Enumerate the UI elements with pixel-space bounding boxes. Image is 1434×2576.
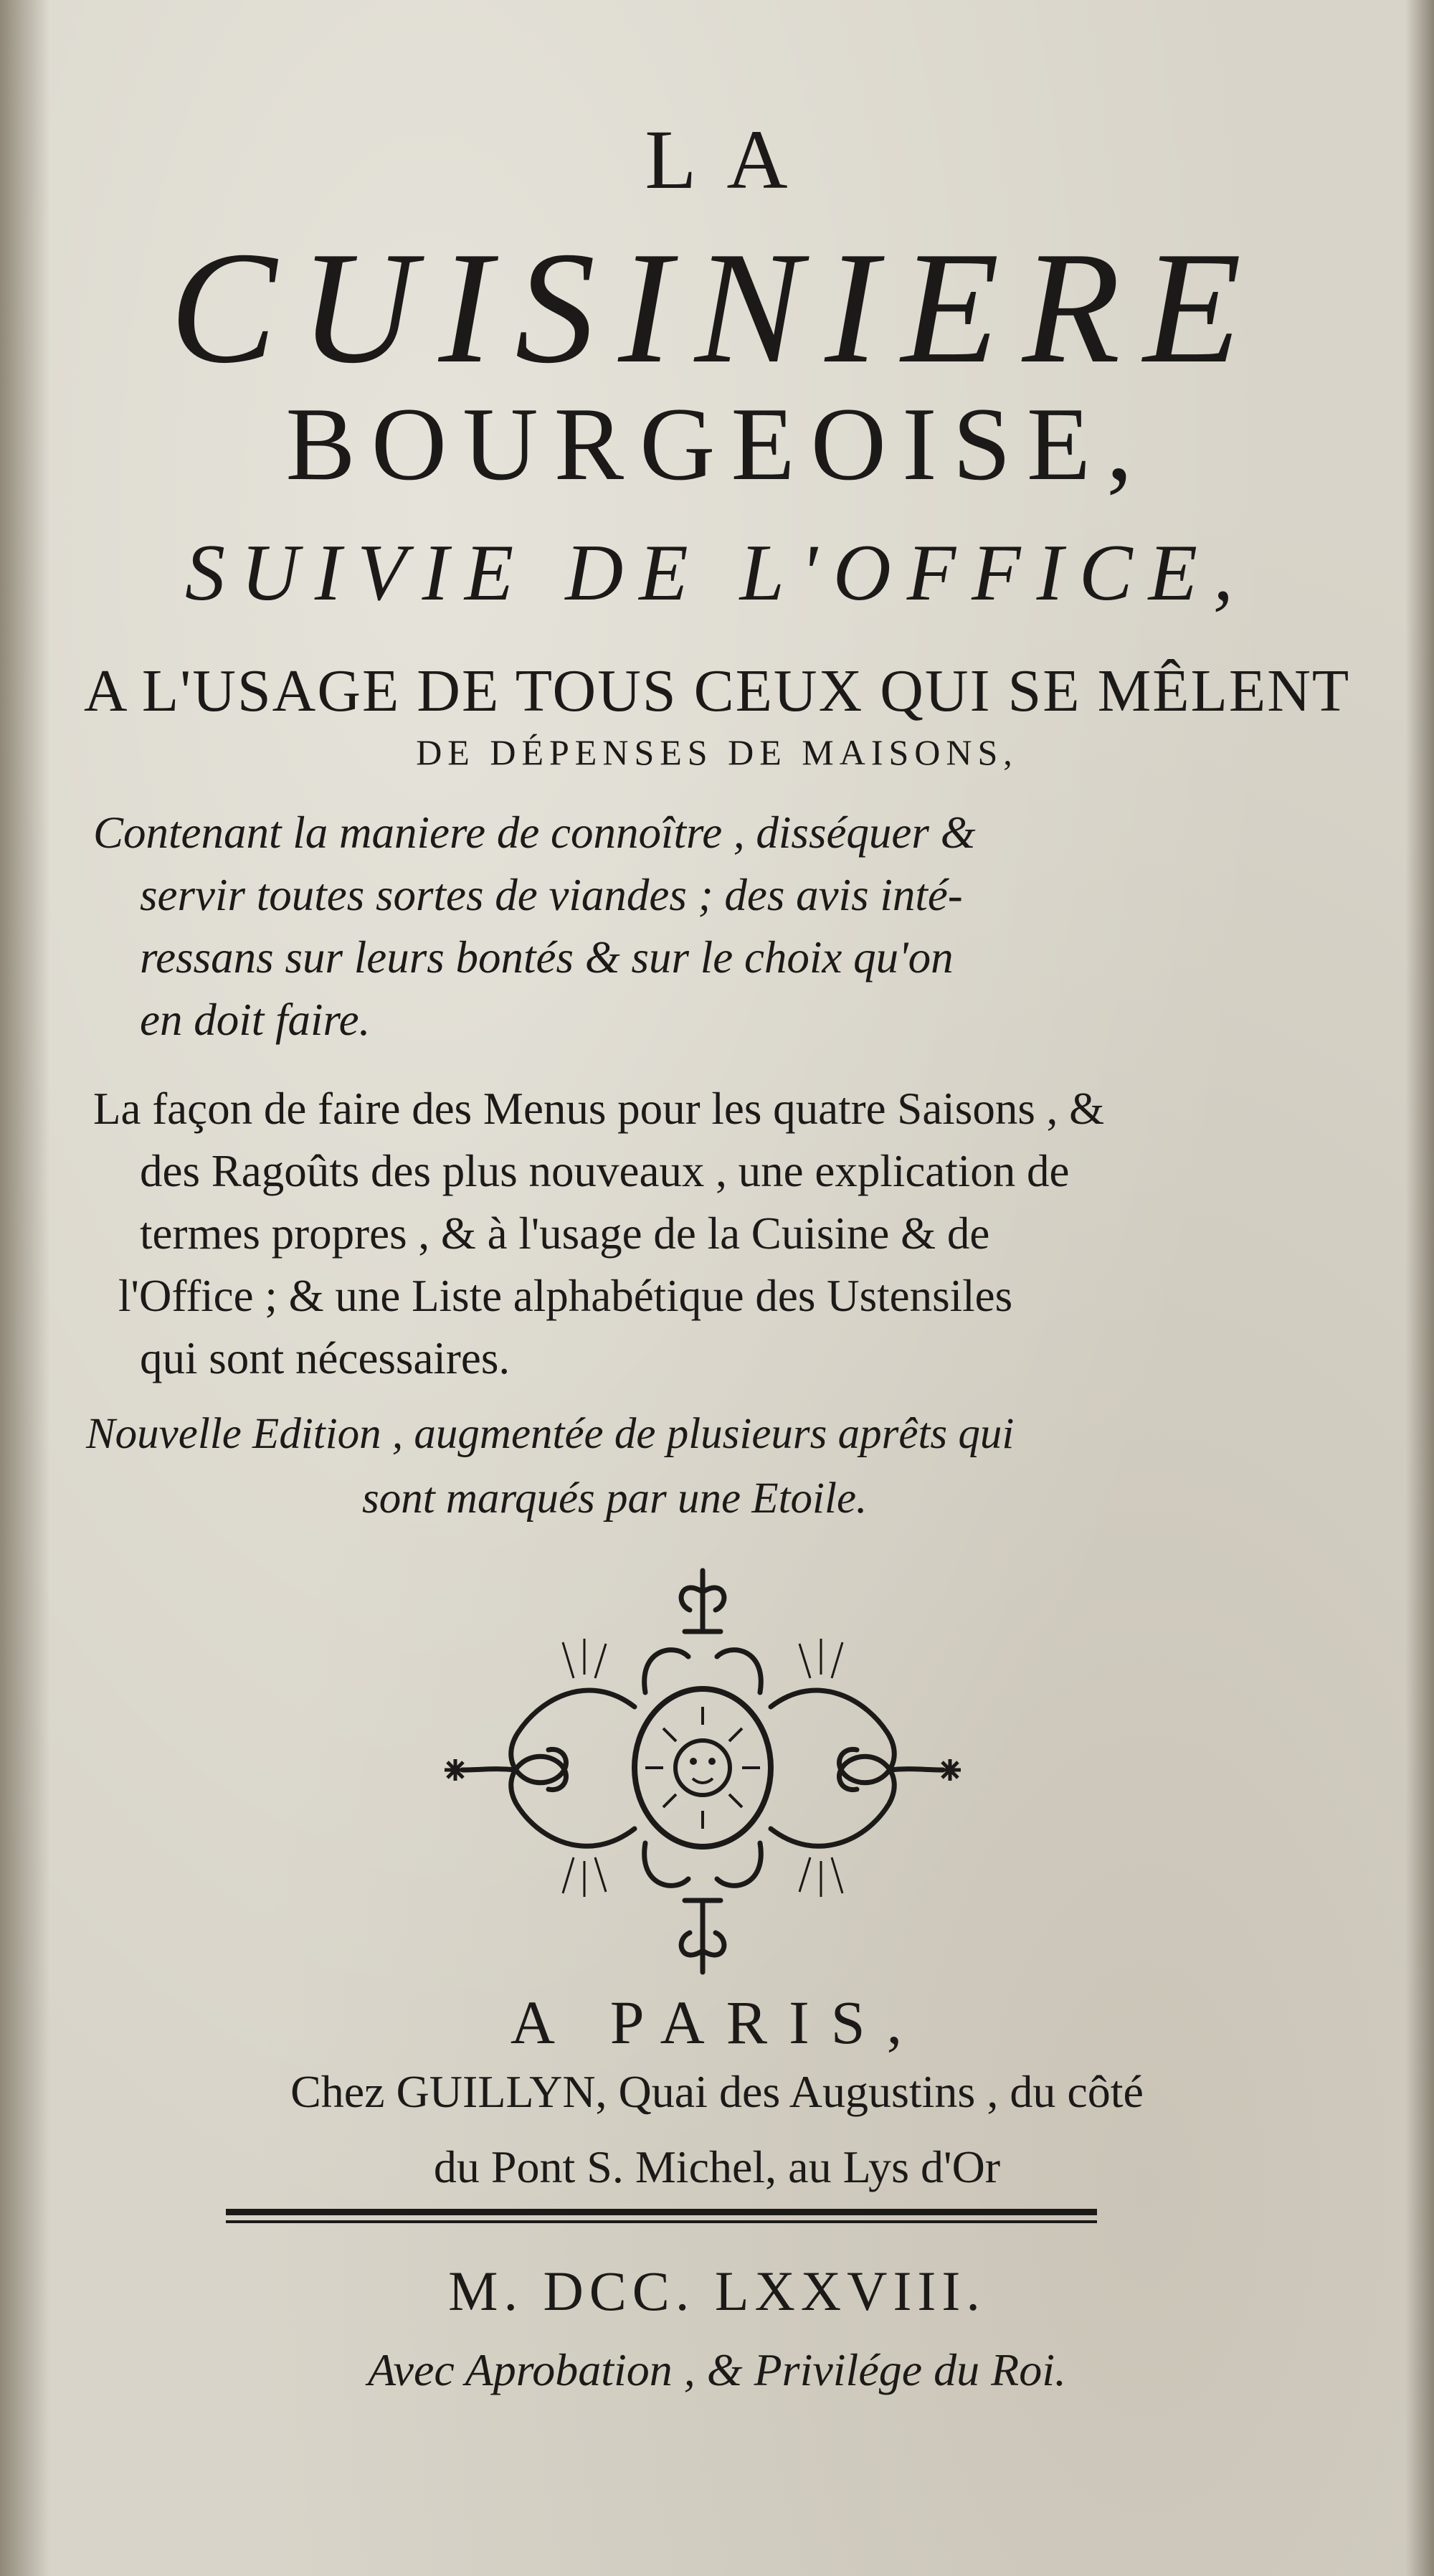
double-rule-bottom [226,2220,1097,2223]
description-line: ressans sur leurs bontés & sur le choix qu'on [140,932,954,982]
contents-line: l'Office ; & une Liste alphabétique des Ustensiles [118,1271,1013,1321]
description-line: Contenant la maniere de connoître , disséquer & [93,808,976,858]
title-article: LA [645,113,818,207]
imprint-privilege: Avec Aprobation , & Privilége du Roi. [367,2344,1067,2395]
contents-line: La façon de faire des Menus pour les quatre Saisons , & [93,1084,1105,1134]
double-rule-top [226,2209,1097,2215]
contents-line: des Ragoûts des plus nouveaux , une explication de [140,1146,1070,1196]
book-title: CUISINIERE [169,219,1265,397]
edition-line: Nouvelle Edition , augmentée de plusieurs aprêts qui [86,1410,1015,1458]
book-title-line-2: BOURGEOISE, [285,386,1149,502]
description-line: en doit faire. [140,995,371,1045]
imprint-address: du Pont S. Michel, au Lys d'Or [433,2141,1001,2192]
imprint-date: M. DCC. LXXVIII. [448,2260,986,2322]
description-line: servir toutes sortes de viandes ; des avis inté- [140,870,963,920]
printers-ornament-icon [430,1563,975,1979]
usage-line: A L'USAGE DE TOUS CEUX QUI SE MÊLENT [83,658,1351,724]
book-subtitle: SUIVIE DE L'OFFICE, [185,529,1249,617]
contents-line: termes propres , & à l'usage de la Cuisine & de [140,1208,990,1259]
contents-line: qui sont nécessaires. [140,1333,511,1383]
edition-line: sont marqués par une Etoile. [362,1474,868,1523]
imprint-place: A PARIS, [510,1988,924,2057]
usage-line-2: DE DÉPENSES DE MAISONS, [416,732,1018,772]
imprint-publisher: Chez GUILLYN, Quai des Augustins , du côté [290,2066,1144,2117]
